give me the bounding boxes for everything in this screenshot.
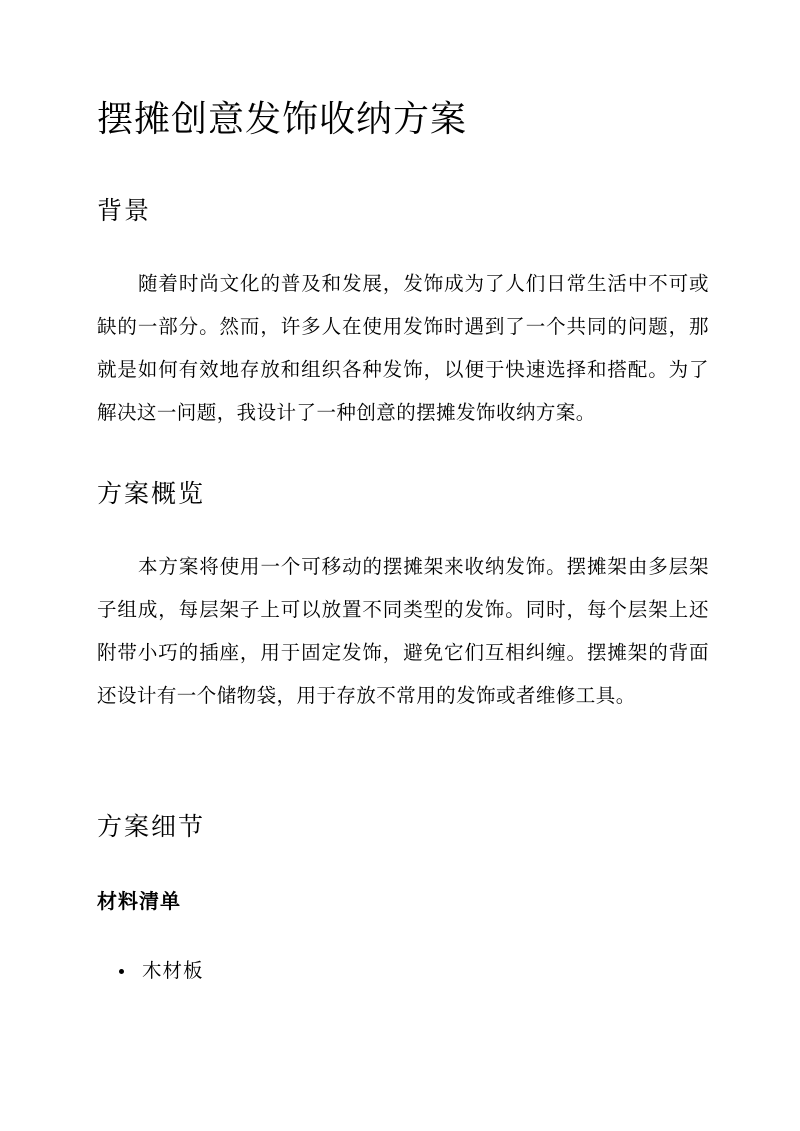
list-item [97,951,204,991]
overview-paragraph: 本方案将使用一个可移动的摆摊架来收纳发饰。摆摊架由多层架子组成，每层架子上可以放置不同类型的发饰。同时，每个层架上还附带小巧的插座，用于固定发饰，避免它们互相纠缠。摆摊架的背面还设计有一个储物袋，用于存放不常用的发饰或者维修工具。 [97,555,709,707]
document-title: 摆摊创意发饰收纳方案 [97,99,468,140]
section-heading-details: 方案细节 [97,812,206,841]
background-paragraph: 随着时尚文化的普及和发展，发饰成为了人们日常生活中不可或缺的一部分。然而，许多人在使用发饰时遇到了一个共同的问题，那就是如何有效地存放和组织各种发饰，以便于快速选择和搭配。为了解决这一问题，我设计了一种创意的摆摊发饰收纳方案。 [97,272,709,424]
list-item-label: 木材板 [142,959,204,982]
materials-list [97,951,204,991]
section-heading-overview: 方案概览 [97,479,206,508]
section-heading-background: 背景 [97,196,152,225]
bullet-icon [119,969,124,974]
subheading-materials-list: 材料清单 [97,889,181,913]
